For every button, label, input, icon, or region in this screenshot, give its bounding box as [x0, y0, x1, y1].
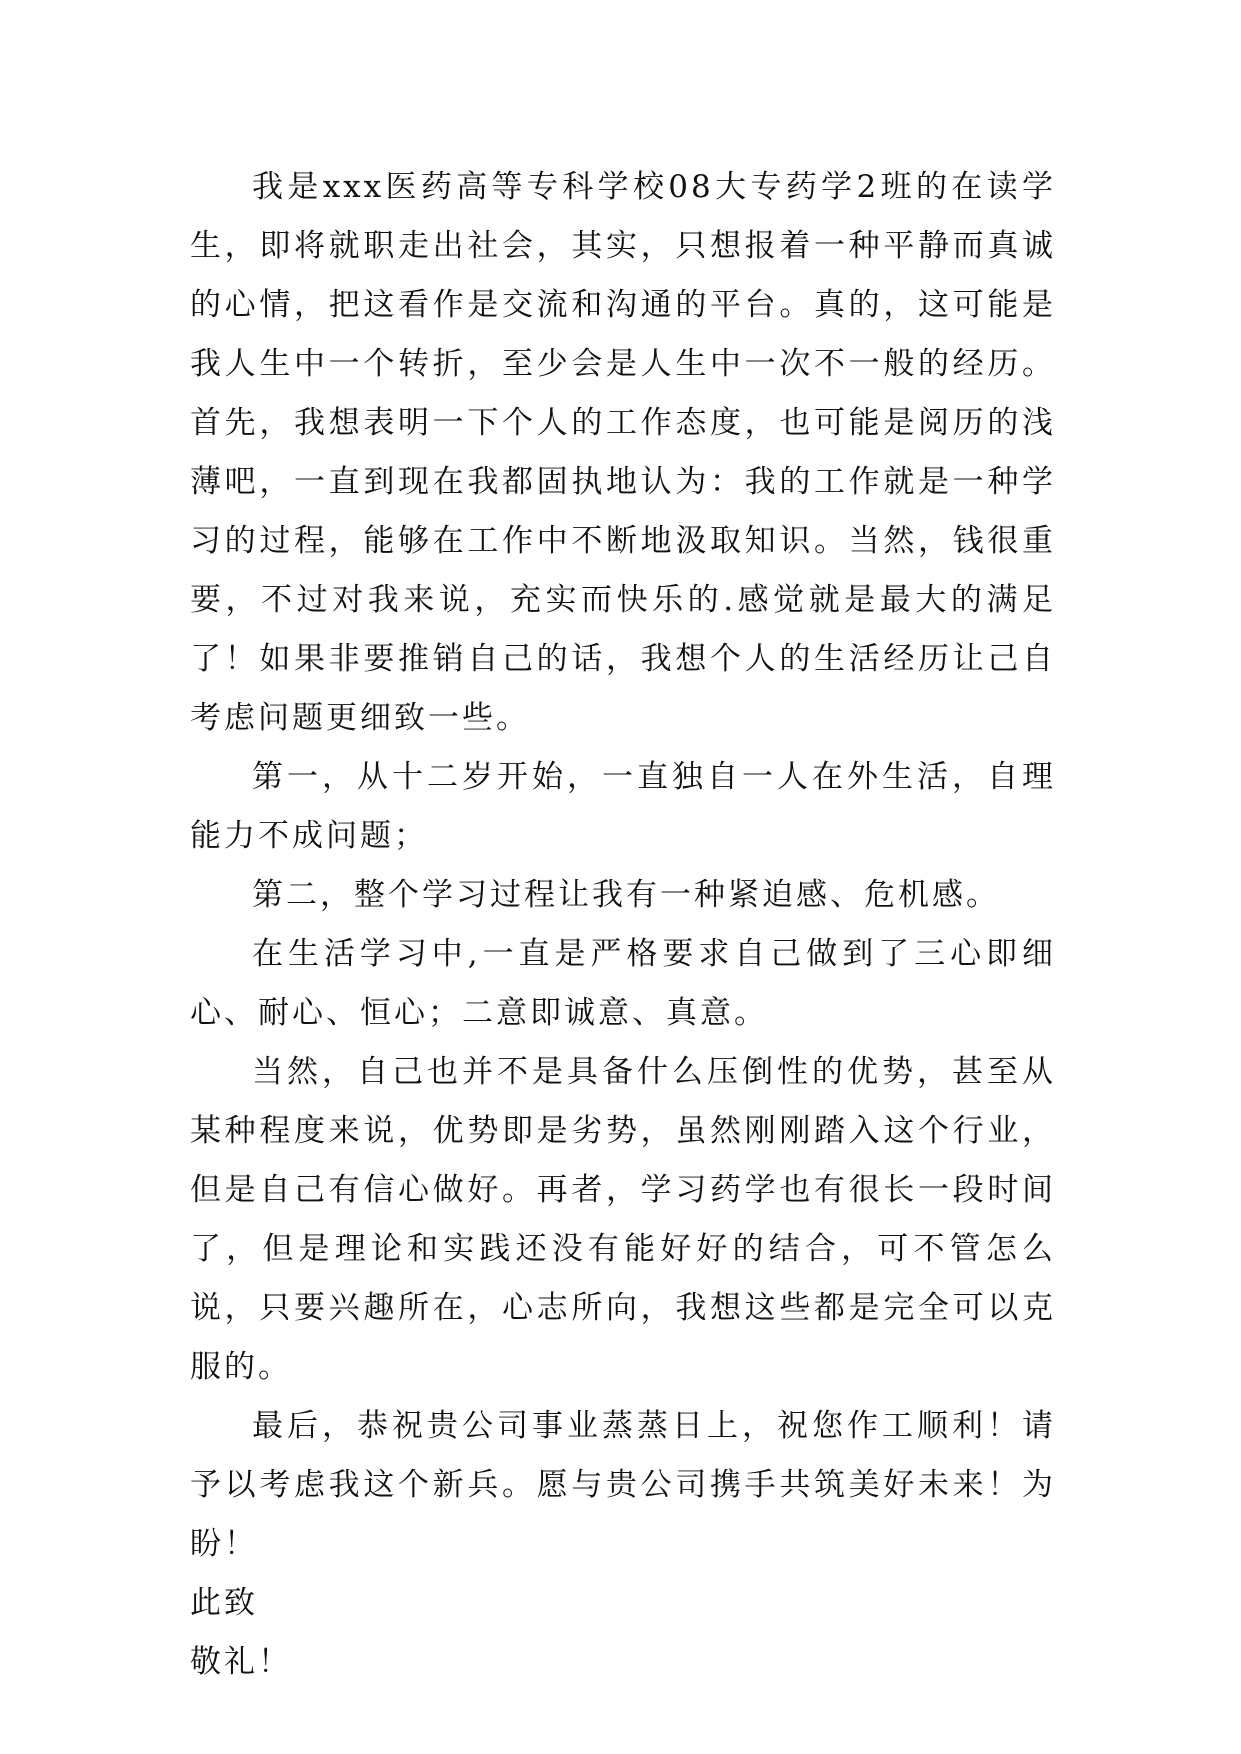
paragraph-second-point: 第二，整个学习过程让我有一种紧迫感、危机感。	[252, 877, 1000, 913]
paragraph-closing-wishes: 最后，恭祝贵公司事业蒸蒸日上，祝您作工顺利！请予以考虑我这个新兵。愿与贵公司携手共筑美好未来！为盼！	[190, 1408, 1056, 1562]
closing-salutation: 此致	[190, 1585, 258, 1621]
letter-body	[190, 158, 1056, 1692]
closing-regards: 敬礼！	[190, 1644, 292, 1680]
paragraph-study-attitude: 在生活学习中,一直是严格要求自己做到了三心即细心、耐心、恒心；二意即诚意、真意。	[190, 936, 1056, 1031]
paragraph-intro: 我是xxx医药高等专科学校08大专药学2班的在读学生，即将就职走出社会，其实，只想报着一种平静而真诚的心情，把这看作是交流和沟通的平台。真的，这可能是我人生中一个转折，至少会是人生中一次不一般的经历。首先，我想表明一下个人的工作态度，也可能是阅历的浅薄吧，一直到现在我都固执地认为：我的工作就是一种学习的过程，能够在工作中不断地汲取知识。当然，钱很重要，不过对我来说，充实而快乐的.感觉就是最大的满足了！如果非要推销自己的话，我想个人的生活经历让己自考虑问题更细致一些。	[190, 169, 1056, 736]
paragraph-self-assessment: 当然，自己也并不是具备什么压倒性的优势，甚至从某种程度来说，优势即是劣势，虽然刚刚踏入这个行业，但是自己有信心做好。再者，学习药学也有很长一段时间了，但是理论和实践还没有能好好的结合，可不管怎么说，只要兴趣所在，心志所向，我想这些都是完全可以克服的。	[190, 1054, 1056, 1385]
paragraph-first-point: 第一，从十二岁开始，一直独自一人在外生活，自理能力不成问题；	[190, 759, 1056, 854]
